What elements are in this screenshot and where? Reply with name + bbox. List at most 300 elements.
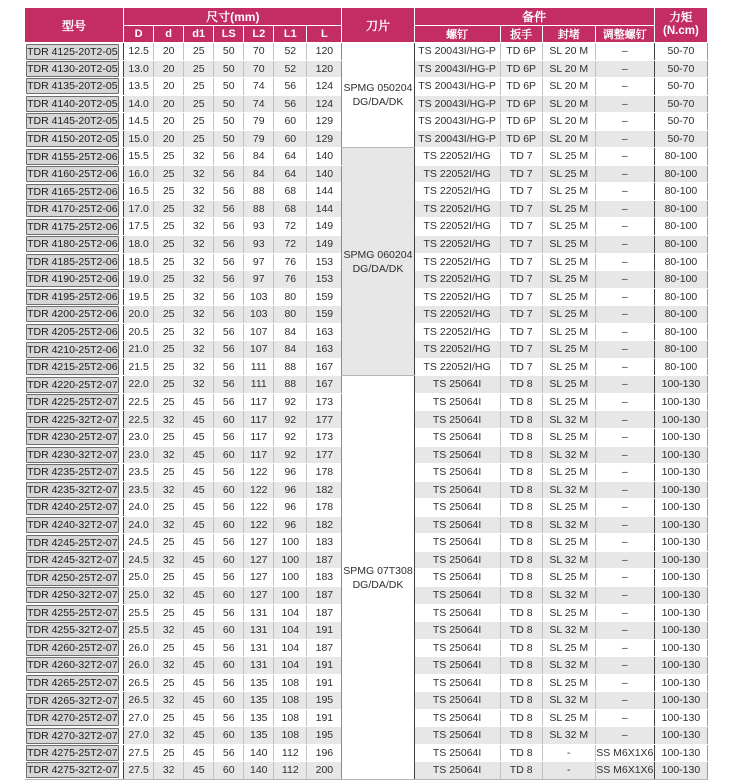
torque-label: 力矩 (669, 12, 693, 24)
torque-cell: 80-100 (654, 253, 707, 271)
model-cell (25, 253, 124, 271)
dim-cell-d: 25 (154, 148, 184, 166)
dim-cell-L2: 135 (244, 727, 274, 745)
dim-cell-L: 144 (307, 183, 342, 201)
torque-cell: 80-100 (654, 218, 707, 236)
dim-cell-L1: 92 (274, 446, 307, 464)
plug-cell: SL 25 M (542, 604, 595, 622)
dim-cell-d1: 45 (184, 622, 214, 640)
dim-cell-L2: 70 (244, 60, 274, 78)
model-cell (25, 183, 124, 201)
dim-cell-D: 18.0 (124, 236, 154, 254)
col-header-insert: 刀片 (342, 8, 414, 43)
dim-cell-d: 32 (154, 516, 184, 534)
wrench-cell: TD 8 (500, 586, 542, 604)
model-label: TDR 4250-25T2-07 (27, 571, 118, 584)
model-cell (25, 464, 124, 482)
model-cell (25, 569, 124, 587)
dim-cell-LS: 50 (214, 113, 244, 131)
dim-cell-L1: 56 (274, 95, 307, 113)
wrench-cell: TD 7 (500, 165, 542, 183)
wrench-cell: TD 8 (500, 727, 542, 745)
col-header-wrench: 扳手 (500, 26, 542, 43)
dim-cell-LS: 56 (214, 709, 244, 727)
dim-cell-d1: 45 (184, 481, 214, 499)
dim-cell-L: 144 (307, 200, 342, 218)
model-cell (25, 271, 124, 289)
adjust-screw-cell: – (595, 464, 654, 482)
dim-cell-d1: 25 (184, 130, 214, 148)
plug-cell: SL 20 M (542, 113, 595, 131)
plug-cell: SL 32 M (542, 692, 595, 710)
screw-cell: TS 20043I/HG-P (414, 113, 500, 131)
dim-cell-d1: 45 (184, 393, 214, 411)
dim-cell-L2: 122 (244, 499, 274, 517)
wrench-cell: TD 8 (500, 569, 542, 587)
model-cell (25, 60, 124, 78)
dim-cell-d1: 45 (184, 744, 214, 762)
dim-cell-d: 25 (154, 271, 184, 289)
dim-cell-LS: 50 (214, 95, 244, 113)
plug-cell: SL 25 M (542, 376, 595, 394)
dim-cell-LS: 60 (214, 622, 244, 640)
dim-cell-L1: 104 (274, 622, 307, 640)
model-label: TDR 4175-25T2-06 (27, 220, 118, 233)
screw-cell: TS 25064I (414, 744, 500, 762)
torque-cell: 80-100 (654, 288, 707, 306)
dim-cell-d: 25 (154, 569, 184, 587)
adjust-screw-cell: – (595, 358, 654, 376)
dim-cell-d: 25 (154, 358, 184, 376)
model-cell (25, 78, 124, 96)
plug-cell: SL 32 M (542, 586, 595, 604)
dim-cell-LS: 56 (214, 534, 244, 552)
dim-cell-L: 200 (307, 762, 342, 780)
model-label: TDR 4140-20T2-05 (27, 97, 118, 110)
dim-cell-L1: 76 (274, 253, 307, 271)
model-cell (25, 709, 124, 727)
plug-cell: SL 32 M (542, 481, 595, 499)
insert-group-cell (342, 43, 414, 148)
model-cell (25, 200, 124, 218)
torque-cell: 80-100 (654, 341, 707, 359)
dim-cell-L1: 72 (274, 236, 307, 254)
dim-cell-LS: 56 (214, 376, 244, 394)
adjust-screw-cell: – (595, 727, 654, 745)
torque-cell: 80-100 (654, 200, 707, 218)
screw-cell: TS 22052I/HG (414, 288, 500, 306)
wrench-cell: TD 8 (500, 604, 542, 622)
screw-cell: TS 25064I (414, 464, 500, 482)
model-label: TDR 4185-25T2-06 (27, 255, 118, 268)
dim-cell-d1: 45 (184, 534, 214, 552)
dim-cell-L1: 92 (274, 393, 307, 411)
dim-cell-D: 20.5 (124, 323, 154, 341)
model-cell (25, 393, 124, 411)
dim-cell-L: 173 (307, 393, 342, 411)
model-label: TDR 4230-25T2-07 (27, 431, 118, 444)
model-label: TDR 4265-25T2-07 (27, 676, 118, 689)
screw-cell: TS 22052I/HG (414, 341, 500, 359)
screw-cell: TS 25064I (414, 551, 500, 569)
dim-cell-L1: 104 (274, 604, 307, 622)
dim-cell-D: 22.5 (124, 393, 154, 411)
torque-cell: 80-100 (654, 358, 707, 376)
model-label: TDR 4145-20T2-05 (27, 115, 118, 128)
model-label: TDR 4250-32T2-07 (27, 589, 118, 602)
dim-cell-L: 153 (307, 271, 342, 289)
wrench-cell: TD 7 (500, 271, 542, 289)
dim-cell-L1: 104 (274, 657, 307, 675)
dim-cell-L1: 52 (274, 60, 307, 78)
adjust-screw-cell: – (595, 429, 654, 447)
plug-cell: SL 25 M (542, 288, 595, 306)
torque-cell: 80-100 (654, 165, 707, 183)
dim-cell-L1: 100 (274, 586, 307, 604)
wrench-cell: TD 7 (500, 341, 542, 359)
dim-cell-LS: 56 (214, 165, 244, 183)
screw-cell: TS 25064I (414, 499, 500, 517)
dim-cell-D: 20.0 (124, 306, 154, 324)
dim-cell-d1: 45 (184, 639, 214, 657)
dim-cell-d: 25 (154, 639, 184, 657)
dim-cell-L2: 122 (244, 464, 274, 482)
dim-cell-D: 22.0 (124, 376, 154, 394)
dim-cell-d: 25 (154, 306, 184, 324)
dim-cell-d1: 32 (184, 253, 214, 271)
dim-cell-D: 26.0 (124, 639, 154, 657)
plug-cell: SL 25 M (542, 429, 595, 447)
model-label: TDR 4180-25T2-06 (27, 238, 118, 251)
col-header-d1: d1 (184, 26, 214, 43)
dim-cell-LS: 56 (214, 288, 244, 306)
model-label: TDR 4130-20T2-05 (27, 62, 118, 75)
screw-cell: TS 25064I (414, 516, 500, 534)
screw-cell: TS 20043I/HG-P (414, 78, 500, 96)
model-label: TDR 4230-32T2-07 (27, 448, 118, 461)
wrench-cell: TD 8 (500, 622, 542, 640)
model-label: TDR 4245-32T2-07 (27, 554, 118, 567)
col-header-L: L (307, 26, 342, 43)
dim-cell-D: 24.5 (124, 534, 154, 552)
dim-cell-LS: 56 (214, 429, 244, 447)
model-cell (25, 446, 124, 464)
dim-cell-LS: 60 (214, 516, 244, 534)
dim-cell-L1: 64 (274, 165, 307, 183)
torque-cell: 80-100 (654, 323, 707, 341)
screw-cell: TS 22052I/HG (414, 183, 500, 201)
plug-cell: SL 25 M (542, 323, 595, 341)
dim-cell-D: 17.5 (124, 218, 154, 236)
dim-cell-L: 159 (307, 288, 342, 306)
adjust-screw-cell: – (595, 499, 654, 517)
model-label: TDR 4255-32T2-07 (27, 624, 118, 637)
wrench-cell: TD 8 (500, 709, 542, 727)
dim-cell-LS: 56 (214, 499, 244, 517)
model-label: TDR 4225-25T2-07 (27, 396, 118, 409)
adjust-screw-cell: – (595, 183, 654, 201)
torque-cell: 80-100 (654, 236, 707, 254)
dim-cell-L1: 108 (274, 674, 307, 692)
dim-cell-L: 191 (307, 657, 342, 675)
dim-cell-d1: 32 (184, 306, 214, 324)
dim-cell-L: 191 (307, 622, 342, 640)
dim-cell-d: 25 (154, 709, 184, 727)
dim-cell-L2: 93 (244, 218, 274, 236)
dim-cell-L: 167 (307, 358, 342, 376)
dim-cell-d1: 45 (184, 516, 214, 534)
model-label: TDR 4165-25T2-06 (27, 185, 118, 198)
insert-grades: DG/DA/DK (352, 578, 404, 591)
col-group-spares: 备件 (414, 8, 654, 26)
adjust-screw-cell: – (595, 604, 654, 622)
torque-cell: 100-130 (654, 692, 707, 710)
model-label: TDR 4150-20T2-05 (27, 133, 118, 145)
plug-cell: - (542, 744, 595, 762)
insert-grades: DG/DA/DK (352, 262, 404, 275)
dim-cell-L1: 52 (274, 43, 307, 61)
model-cell (25, 499, 124, 517)
wrench-cell: TD 7 (500, 306, 542, 324)
model-label: TDR 4235-25T2-07 (27, 466, 118, 479)
model-label: TDR 4265-32T2-07 (27, 694, 118, 707)
dim-cell-LS: 56 (214, 464, 244, 482)
screw-cell: TS 25064I (414, 674, 500, 692)
dim-cell-L1: 80 (274, 288, 307, 306)
torque-cell: 100-130 (654, 604, 707, 622)
dim-cell-d1: 45 (184, 762, 214, 780)
torque-cell: 50-70 (654, 130, 707, 148)
dim-cell-D: 13.5 (124, 78, 154, 96)
wrench-cell: TD 8 (500, 393, 542, 411)
dim-cell-d1: 45 (184, 446, 214, 464)
model-cell (25, 113, 124, 131)
model-label: TDR 4240-32T2-07 (27, 519, 118, 532)
screw-cell: TS 22052I/HG (414, 165, 500, 183)
wrench-cell: TD 8 (500, 639, 542, 657)
dim-cell-d: 25 (154, 218, 184, 236)
model-label: TDR 4170-25T2-06 (27, 203, 118, 216)
plug-cell: SL 25 M (542, 271, 595, 289)
model-cell (25, 674, 124, 692)
model-label: TDR 4260-25T2-07 (27, 641, 118, 654)
plug-cell: SL 25 M (542, 569, 595, 587)
dim-cell-d: 25 (154, 183, 184, 201)
adjust-screw-cell: – (595, 411, 654, 429)
dim-cell-L2: 70 (244, 43, 274, 61)
dim-cell-d1: 45 (184, 464, 214, 482)
dim-cell-L2: 117 (244, 393, 274, 411)
torque-cell: 100-130 (654, 481, 707, 499)
dim-cell-L1: 108 (274, 727, 307, 745)
dim-cell-L: 177 (307, 411, 342, 429)
wrench-cell: TD 8 (500, 411, 542, 429)
adjust-screw-cell: – (595, 323, 654, 341)
dim-cell-LS: 50 (214, 60, 244, 78)
dim-cell-d: 25 (154, 236, 184, 254)
dim-cell-L: 187 (307, 586, 342, 604)
adjust-screw-cell: SS M6X1X6 (595, 744, 654, 762)
dim-cell-d1: 45 (184, 499, 214, 517)
plug-cell: SL 25 M (542, 200, 595, 218)
torque-cell: 100-130 (654, 534, 707, 552)
plug-cell: SL 20 M (542, 95, 595, 113)
dim-cell-L1: 88 (274, 358, 307, 376)
model-label: TDR 4260-32T2-07 (27, 659, 118, 672)
dim-cell-D: 23.5 (124, 481, 154, 499)
dim-cell-L2: 107 (244, 323, 274, 341)
screw-cell: TS 25064I (414, 762, 500, 780)
dim-cell-d1: 45 (184, 551, 214, 569)
screw-cell: TS 25064I (414, 569, 500, 587)
dim-cell-LS: 60 (214, 586, 244, 604)
plug-cell: SL 32 M (542, 516, 595, 534)
dim-cell-D: 26.5 (124, 674, 154, 692)
dim-cell-L1: 104 (274, 639, 307, 657)
dim-cell-L: 187 (307, 639, 342, 657)
plug-cell: SL 20 M (542, 60, 595, 78)
col-header-LS: LS (214, 26, 244, 43)
model-cell (25, 551, 124, 569)
screw-cell: TS 20043I/HG-P (414, 130, 500, 148)
torque-cell: 50-70 (654, 43, 707, 61)
dim-cell-L2: 88 (244, 183, 274, 201)
torque-cell: 80-100 (654, 148, 707, 166)
screw-cell: TS 25064I (414, 709, 500, 727)
dim-cell-D: 27.0 (124, 727, 154, 745)
dim-cell-L2: 131 (244, 657, 274, 675)
torque-cell: 50-70 (654, 95, 707, 113)
dim-cell-D: 27.5 (124, 744, 154, 762)
dim-cell-L1: 84 (274, 323, 307, 341)
plug-cell: SL 25 M (542, 534, 595, 552)
dim-cell-d1: 45 (184, 709, 214, 727)
dim-cell-L2: 97 (244, 253, 274, 271)
dim-cell-D: 21.5 (124, 358, 154, 376)
dim-cell-L1: 64 (274, 148, 307, 166)
dim-cell-d1: 45 (184, 657, 214, 675)
dim-cell-L2: 127 (244, 534, 274, 552)
adjust-screw-cell: – (595, 569, 654, 587)
model-label: TDR 4255-25T2-07 (27, 606, 118, 619)
dim-cell-L2: 131 (244, 622, 274, 640)
torque-cell: 100-130 (654, 551, 707, 569)
adjust-screw-cell: – (595, 218, 654, 236)
adjust-screw-cell: – (595, 288, 654, 306)
screw-cell: TS 20043I/HG-P (414, 95, 500, 113)
model-label: TDR 4270-32T2-07 (27, 729, 118, 742)
plug-cell: SL 32 M (542, 657, 595, 675)
dim-cell-L: 187 (307, 551, 342, 569)
model-label: TDR 4205-25T2-06 (27, 326, 118, 339)
model-label: TDR 4275-32T2-07 (27, 764, 118, 777)
dim-cell-L: 163 (307, 323, 342, 341)
screw-cell: TS 25064I (414, 481, 500, 499)
dim-cell-L: 191 (307, 674, 342, 692)
dim-cell-L2: 74 (244, 78, 274, 96)
dim-cell-d: 25 (154, 464, 184, 482)
dim-cell-D: 16.0 (124, 165, 154, 183)
dim-cell-d1: 25 (184, 60, 214, 78)
dim-cell-D: 25.0 (124, 569, 154, 587)
dim-cell-D: 15.5 (124, 148, 154, 166)
wrench-cell: TD 7 (500, 218, 542, 236)
table-header (25, 8, 708, 43)
dim-cell-d1: 32 (184, 236, 214, 254)
dim-cell-D: 22.5 (124, 411, 154, 429)
dim-cell-L2: 103 (244, 288, 274, 306)
wrench-cell: TD 8 (500, 744, 542, 762)
torque-cell: 100-130 (654, 709, 707, 727)
model-label: TDR 4235-32T2-07 (27, 483, 118, 496)
dim-cell-d: 32 (154, 692, 184, 710)
model-cell (25, 218, 124, 236)
dim-cell-LS: 60 (214, 692, 244, 710)
model-cell (25, 481, 124, 499)
dim-cell-d1: 45 (184, 586, 214, 604)
screw-cell: TS 25064I (414, 393, 500, 411)
model-label: TDR 4135-20T2-05 (27, 80, 118, 93)
table-row (25, 376, 708, 394)
dim-cell-D: 23.0 (124, 429, 154, 447)
dim-cell-LS: 56 (214, 341, 244, 359)
adjust-screw-cell: – (595, 709, 654, 727)
adjust-screw-cell: – (595, 657, 654, 675)
dim-cell-D: 13.0 (124, 60, 154, 78)
dim-cell-d: 20 (154, 113, 184, 131)
model-label: TDR 4125-20T2-05 (27, 45, 118, 58)
dim-cell-d1: 45 (184, 692, 214, 710)
adjust-screw-cell: – (595, 200, 654, 218)
wrench-cell: TD 7 (500, 200, 542, 218)
dim-cell-L: 120 (307, 60, 342, 78)
dim-cell-LS: 50 (214, 43, 244, 61)
dim-cell-d: 32 (154, 481, 184, 499)
dim-cell-L: 182 (307, 481, 342, 499)
plug-cell: SL 20 M (542, 130, 595, 148)
adjust-screw-cell: – (595, 253, 654, 271)
dim-cell-L: 129 (307, 113, 342, 131)
col-header-model: 型号 (25, 8, 124, 43)
dim-cell-L: 167 (307, 376, 342, 394)
dim-cell-d1: 25 (184, 43, 214, 61)
wrench-cell: TD 8 (500, 762, 542, 780)
screw-cell: TS 25064I (414, 411, 500, 429)
model-cell (25, 534, 124, 552)
model-cell (25, 586, 124, 604)
dim-cell-d: 25 (154, 200, 184, 218)
screw-cell: TS 22052I/HG (414, 218, 500, 236)
dim-cell-L2: 117 (244, 446, 274, 464)
adjust-screw-cell: SS M6X1X6 (595, 762, 654, 780)
wrench-cell: TD 8 (500, 499, 542, 517)
plug-cell: SL 25 M (542, 639, 595, 657)
plug-cell: SL 25 M (542, 709, 595, 727)
model-label: TDR 4200-25T2-06 (27, 308, 118, 321)
adjust-screw-cell: – (595, 393, 654, 411)
dim-cell-L: 153 (307, 253, 342, 271)
plug-cell: SL 32 M (542, 551, 595, 569)
screw-cell: TS 22052I/HG (414, 148, 500, 166)
screw-cell: TS 22052I/HG (414, 236, 500, 254)
dim-cell-LS: 56 (214, 183, 244, 201)
dim-cell-LS: 56 (214, 358, 244, 376)
dim-cell-d1: 32 (184, 271, 214, 289)
dim-cell-d: 32 (154, 446, 184, 464)
wrench-cell: TD 7 (500, 288, 542, 306)
plug-cell: SL 25 M (542, 674, 595, 692)
dim-cell-D: 25.0 (124, 586, 154, 604)
